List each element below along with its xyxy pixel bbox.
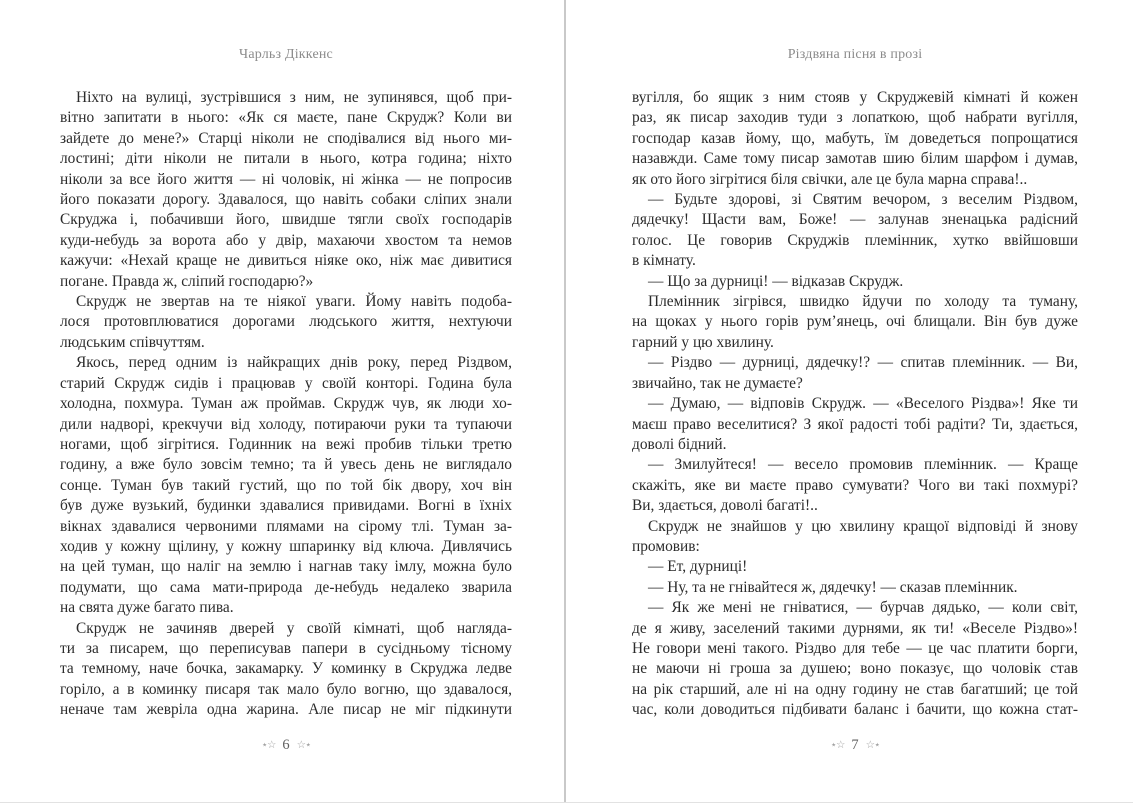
text-line: вугілля, бо ящик з ним стояв у Скруджевій кімнаті й кожен <box>632 89 1078 106</box>
text-line: — Різдво — дурниці, дядечку!? — спитав племінник. — Ви, <box>648 354 1078 372</box>
running-header-left: Чарльз Діккенс <box>239 47 333 62</box>
text-line: де я живу, заселений такими дурнями, як ти! «Веселе Різдво»! <box>632 619 1078 637</box>
page-divider <box>564 0 566 803</box>
footer-right-ornament-icon: ☆⋆ <box>296 739 311 751</box>
text-line: вітно запитати в нього: «Як ся маєте, пане Скрудж? Коли ви <box>60 109 512 127</box>
footer-right-ornament-icon: ☆⋆ <box>865 739 880 751</box>
text-line: — Думаю, — відповів Скрудж. — «Веселого Різдва»! Яке ти <box>648 395 1078 413</box>
text-line: на щоках у нього горів рум’янець, очі блищали. Він був дуже <box>632 313 1078 331</box>
text-line: раз, як писар заходив туди з лопаткою, щоб набрати вугілля, <box>632 109 1078 127</box>
page-number-right: 7 <box>851 737 859 753</box>
page-footer-right <box>632 736 1078 755</box>
page-left-body <box>60 88 512 721</box>
text-line: звичайно, так не думаєте? <box>632 374 803 392</box>
text-line: погане. Правда ж, сліпий господарю?» <box>60 272 314 290</box>
text-line: кажучи: «Нехай краще не дивиться ніяке око, ніж має дивитися <box>60 252 512 270</box>
text-line: — Ну, та не гнівайтеся ж, дядечку! — сказав племінник. <box>648 578 1018 596</box>
text-line: господар казав йому, що, мабуть, їм доведеться попрощатися <box>632 129 1078 147</box>
text-line: Скрудж не звертав на те ніякої уваги. Йому навіть подоба- <box>76 293 512 311</box>
page-right-body <box>632 88 1078 721</box>
text-line: неначе там жевріла одна жарина. Але писар не міг підкинути <box>60 701 512 719</box>
text-line: Скрудж не зачиняв дверей у своїй кімнаті, щоб нагляда- <box>76 619 512 637</box>
text-line: — Що за дурниці! — відказав Скрудж. <box>648 272 904 290</box>
text-line: Якось, перед одним із найкращих днів року, перед Різдвом, <box>76 354 512 372</box>
page-right <box>632 0 1078 803</box>
text-line: час, коли доводиться підбивати баланс і бачити, що кожна стат- <box>632 701 1078 719</box>
text-line: лося протовплюватися дорогами людського життя, нехтуючи <box>60 313 512 331</box>
text-line: голос. Це говорив Скруджів племінник, хутко ввійшовши <box>632 231 1078 249</box>
text-line: — Змилуйтеся! — весело промовив племінник. — Краще <box>648 456 1078 474</box>
text-line: зайдете до мене?» Старці ніколи не сподівалися від нього ми- <box>60 129 512 147</box>
text-line: дили надворі, крекчучи від холоду, потираючи руки та тупаючи <box>60 415 512 433</box>
text-line: куди-небудь за ворота або у двір, махаючи хвостом та немов <box>60 231 512 249</box>
text-line: доволі бідний. <box>632 435 727 453</box>
text-line: Ніхто на вулиці, зустрівшися з ним, не зупинявся, щоб при- <box>76 89 512 106</box>
text-line: на рік старший, але ні на одну годину не став багатший; це той <box>632 680 1078 698</box>
text-line: промовив: <box>632 537 700 555</box>
text-line: Скрудж не знайшов у цю хвилину кращої відповіді й знову <box>648 517 1078 535</box>
text-line: холодна, похмура. Туман аж проймав. Скрудж чув, як люди хо- <box>60 395 512 413</box>
text-line: маєш право веселитися? З якої радості тобі радіти? Ти, здається, <box>632 415 1078 433</box>
footer-left-ornament-icon: ⋆☆ <box>261 739 276 751</box>
text-line: не маючи ні гроша за душею; воно показує, що чоловік став <box>632 660 1078 678</box>
text-line: скажіть, яке ви маєте право сумувати? Чого ви такі похмурі? <box>632 476 1078 494</box>
text-line: на свята дуже багато пива. <box>60 599 234 617</box>
text-line: ніколи за все його життя — ні чоловік, ні жінка — не попросив <box>60 170 512 188</box>
page-number-left: 6 <box>282 737 290 753</box>
text-line: Ви, здається, доволі багаті!.. <box>632 497 818 515</box>
text-line: та темному, наче бочка, закамарку. У коминку в Скруджа ледве <box>60 660 512 678</box>
text-line: старий Скрудж сидів і працював у своїй конторі. Година була <box>60 374 512 392</box>
text-line: в кімнату. <box>632 252 696 270</box>
text-line: годину, а вже було зовсім темно; та й увесь день не виглядало <box>60 456 512 474</box>
text-line: ногами, щоб зігрітися. Годинник на вежі пробив тільки третю <box>60 435 512 453</box>
running-header-right: Різдвяна пісня в прозі <box>787 47 923 62</box>
text-line: людським співчуттям. <box>60 333 205 351</box>
text-line: ти за писарем, що переписував папери в сусідньому тісному <box>60 639 512 657</box>
text-line: горіло, а в коминку писаря так мало було вогню, що здавалося, <box>60 680 512 698</box>
text-line: його показати дорогу. Здавалося, що навіть собаки сліпих знали <box>60 191 512 209</box>
text-line: сонце. Туман був такий густий, що по той бік двору, хоч він <box>60 476 512 494</box>
text-line: подумати, що сама мати-природа де-небудь недалеко зварила <box>60 578 512 596</box>
text-line: на цей туман, що наліг на землю і нагнав таку імлу, можна було <box>60 558 512 576</box>
text-line: лостині; діти ніколи не питали в нього, котра година; ніхто <box>60 150 512 168</box>
text-line: гарний у цю хвилину. <box>632 333 774 351</box>
text-line: — Ет, дурниці! <box>648 558 748 576</box>
footer-left-ornament-icon: ⋆☆ <box>830 739 845 751</box>
text-line: — Як же мені не гніватися, — бурчав дядько, — коли світ, <box>648 599 1078 617</box>
text-line: ходив у кожну щілину, у кожну шпаринку від ключа. Дивлячись <box>60 537 512 555</box>
page-left <box>60 0 512 803</box>
text-line: вікнах здавалися червоними плямами на сірому тлі. Туман за- <box>60 517 512 535</box>
text-line: Скруджа і, побачивши його, швидше тягли своїх господарів <box>60 211 512 229</box>
text-line: — Будьте здорові, зі Святим вечором, з веселим Різдвом, <box>648 191 1078 209</box>
text-line: назавжди. Саме тому писар замотав шию білим шарфом і думав, <box>632 150 1078 168</box>
text-line: як ото його зігрітися біля свічки, але це була марна справа!.. <box>632 170 1028 188</box>
text-line: дядечку! Щасти вам, Боже! — залунав зненацька радісний <box>632 211 1078 229</box>
page-footer-left <box>60 736 512 755</box>
text-line: Не говори мені такого. Різдво для тебе — це час платити борги, <box>632 639 1078 657</box>
text-line: Племінник зігрівся, швидко йдучи по холоду та туману, <box>648 293 1078 311</box>
text-line: був дуже вузький, будинки здавалися привидами. Вогні в їхніх <box>60 497 512 515</box>
